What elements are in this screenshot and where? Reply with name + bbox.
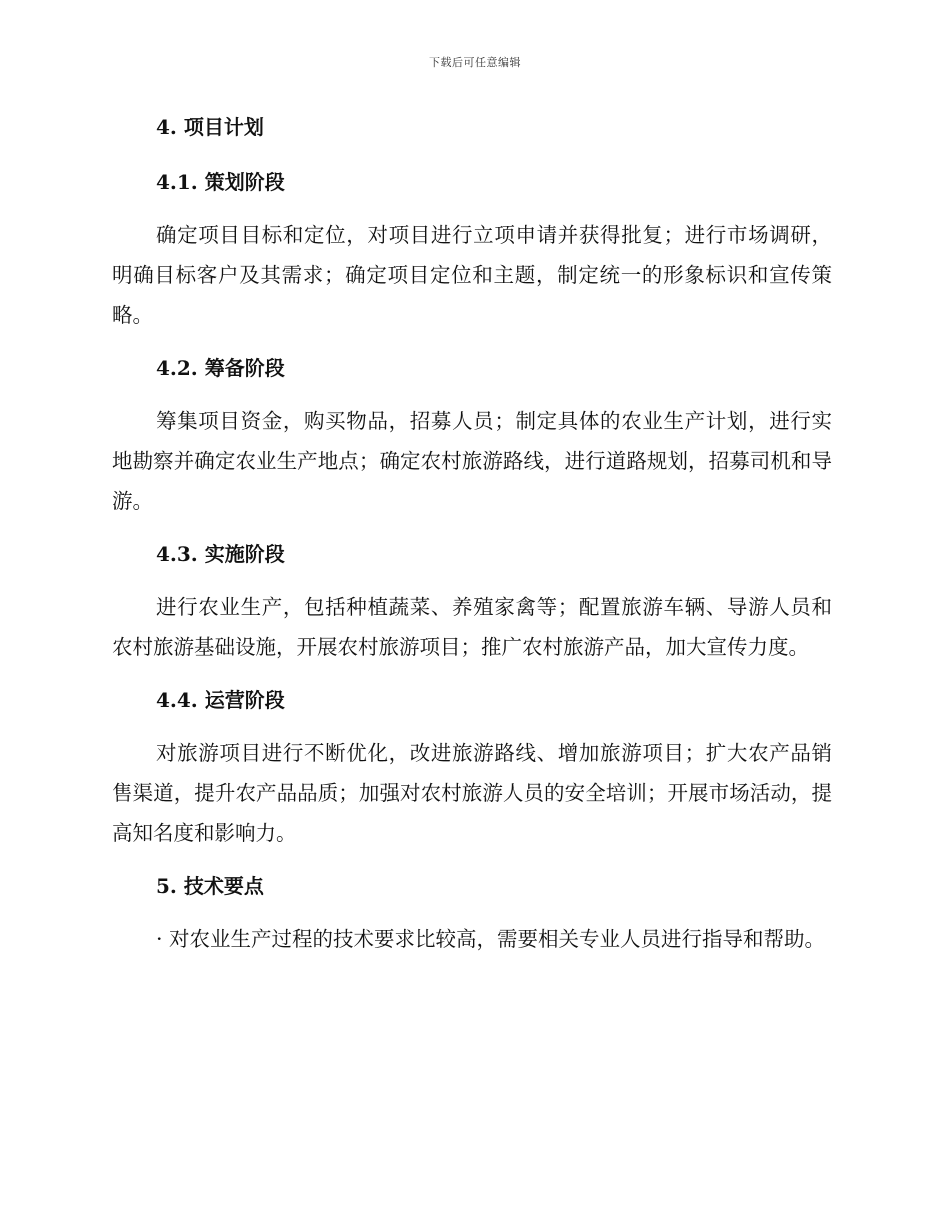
- section-5-title: 5. 技术要点: [156, 874, 264, 898]
- section-4-2-paragraph: 筹集项目资金，购买物品，招募人员；制定具体的农业生产计划，进行实地勘察并确定农业生产地点；确定农村旅游路线，进行道路规划，招募司机和导游。: [112, 409, 832, 513]
- section-4-3-paragraph: 进行农业生产，包括种植蔬菜、养殖家禽等；配置旅游车辆、导游人员和农村旅游基础设施，开展农村旅游项目；推广农村旅游产品，加大宣传力度。: [112, 595, 832, 659]
- section-4-4-paragraph: 对旅游项目进行不断优化，改进旅游路线、增加旅游项目；扩大农产品销售渠道，提升农产品品质；加强对农村旅游人员的安全培训；开展市场活动，提高知名度和影响力。: [112, 741, 832, 845]
- section-4-3-title: 4.3. 实施阶段: [156, 542, 285, 566]
- section-5-bullet-item: · 对农业生产过程的技术要求比较高，需要相关专业人员进行指导和帮助。: [156, 927, 826, 951]
- section-4-title: 4. 项目计划: [156, 115, 264, 139]
- section-4-1-title: 4.1. 策划阶段: [156, 170, 285, 194]
- document-body: [112, 110, 832, 975]
- section-4-2-title: 4.2. 筹备阶段: [156, 356, 285, 380]
- section-4-4-title: 4.4. 运营阶段: [156, 688, 285, 712]
- page-header-note: 下载后可任意编辑: [429, 56, 521, 69]
- section-4-1-paragraph: 确定项目目标和定位，对项目进行立项申请并获得批复；进行市场调研，明确目标客户及其需求；确定项目定位和主题，制定统一的形象标识和宣传策略。: [112, 223, 832, 327]
